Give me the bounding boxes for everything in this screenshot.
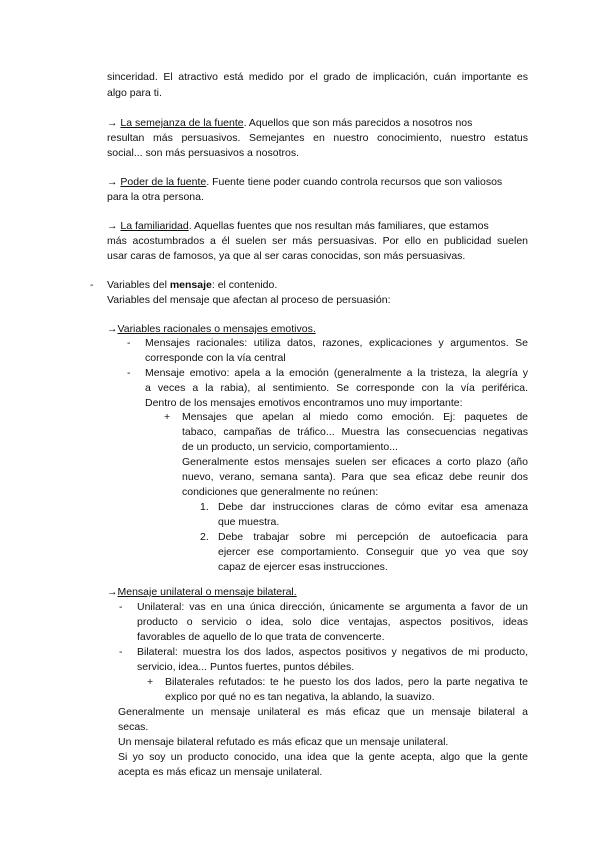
paragraph-line: Debe trabajar sobre mi percepción de autoeficacia para [218, 531, 528, 543]
subsection-heading-racionales: →Variables racionales o mensajes emotivos. [107, 323, 316, 335]
plus-bullet: + [164, 411, 171, 423]
paragraph-line: capaz de ejercer esas instrucciones. [218, 561, 388, 573]
arrow-icon: → [107, 586, 118, 598]
paragraph-line: usar caras de famosos, ya que al ser caras conocidas, son más persuasivas. [107, 250, 466, 262]
paragraph-line: Debe dar instrucciones claras de cómo evitar esa amenaza [218, 501, 528, 513]
paragraph-line: a veces a la rabia), al sentimiento. Se corresponde con la vía periférica. [145, 382, 528, 394]
paragraph-line: Variables del mensaje que afectan al proceso de persuasión: [107, 294, 391, 306]
arrow-icon: → [107, 176, 118, 188]
paragraph-line: Unilateral: vas en una única dirección, únicamente se argumenta a favor de un [137, 601, 528, 613]
paragraph-line: corresponde con la vía central [145, 352, 286, 364]
paragraph-line: resultan más persuasivos. Semejantes en nuestro conocimiento, nuestro estatus [107, 132, 528, 144]
paragraph-line: sinceridad. El atractivo está medido por el grado de implicación, cuán importante es [107, 71, 528, 83]
section-heading-mensaje: Variables del mensaje: el contenido. [107, 279, 278, 291]
paragraph-line: Mensajes que apelan al miedo como emoción. Ej: paquetes de [182, 411, 528, 423]
subsection-heading-poder: → Poder de la fuente. Fuente tiene poder cuando controla recursos que son valiosos [107, 176, 503, 188]
plus-bullet: + [147, 676, 154, 688]
paragraph-line: algo para ti. [107, 87, 162, 99]
paragraph-line: tabaco, campañas de tráfico... Muestra las consecuencias negativas [182, 426, 528, 438]
paragraph-line: Mensajes racionales: utiliza datos, razones, explicaciones y argumentos. Se [145, 337, 528, 349]
paragraph-line: Generalmente un mensaje unilateral es más eficaz que un mensaje bilateral a [118, 706, 528, 718]
paragraph-line: producto o servicio o idea, solo dice ventajas, aspectos positivos, ideas [137, 616, 528, 628]
paragraph-line: más acostumbrados a él suelen ser más persuasivas. Por ello en publicidad suelen [107, 235, 528, 247]
dash-bullet: - [90, 279, 94, 291]
paragraph-line: ejercer ese comportamiento. Conseguir que yo vea que soy [218, 546, 528, 558]
paragraph-line: explico por qué no es tan negativa, la ablando, la suavizo. [165, 691, 435, 703]
heading-underlined: Poder de la fuente [120, 176, 207, 188]
list-number: 1. [200, 501, 209, 513]
subsection-heading-familiaridad: → La familiaridad. Aquellas fuentes que nos resultan más familiares, que estamos [107, 220, 489, 232]
heading-underlined: La familiaridad [120, 220, 189, 232]
paragraph-line: Dentro de los mensajes emotivos encontramos uno muy importante: [145, 397, 463, 409]
paragraph-line: que muestra. [218, 516, 280, 528]
dash-bullet: - [119, 646, 123, 658]
arrow-icon: → [107, 117, 118, 129]
paragraph-line: Un mensaje bilateral refutado es más eficaz que un mensaje unilateral. [118, 736, 449, 748]
paragraph-line: para la otra persona. [107, 191, 204, 203]
arrow-icon: → [107, 323, 118, 335]
paragraph-line: Mensaje emotivo: apela a la emoción (generalmente a la tristeza, la alegría y [145, 367, 528, 379]
paragraph-line: social... son más persuasivos a nosotros. [107, 147, 300, 159]
paragraph-line: nuevo, verano, semana santa). Para que sea eficaz debe reunir dos [182, 471, 528, 483]
paragraph-line: Bilateral: muestra los dos lados, aspectos positivos y negativos de mi producto, [137, 646, 528, 658]
paragraph-line: de un producto, un servicio, comportamiento... [182, 441, 398, 453]
subsection-heading-semejanza: → La semejanza de la fuente. Aquellos que son más parecidos a nosotros nos [107, 117, 473, 129]
subsection-heading-unilateral: →Mensaje unilateral o mensaje bilateral. [107, 586, 297, 598]
paragraph-line: Si yo soy un producto conocido, una idea que la gente acepta, algo que la gente [118, 751, 528, 763]
paragraph-line: favorables de aquello de lo que trata de convencerte. [137, 631, 385, 643]
dash-bullet: - [119, 601, 123, 613]
paragraph-line: Bilaterales refutados: te he puesto los dos lados, pero la parte negativa te [165, 676, 528, 688]
dash-bullet: - [127, 337, 131, 349]
paragraph-line: secas. [118, 721, 149, 733]
paragraph-line: condiciones que generalmente no reúnen: [182, 486, 379, 498]
paragraph-line: acepta es más eficaz un mensaje unilateral. [118, 766, 323, 778]
list-number: 2. [200, 531, 209, 543]
paragraph-line: servicio, idea... Puntos fuertes, puntos débiles. [137, 661, 355, 673]
paragraph-line: Generalmente estos mensajes suelen ser eficaces a corto plazo (año [182, 456, 528, 468]
dash-bullet: - [127, 367, 131, 379]
heading-underlined: La semejanza de la fuente [120, 117, 244, 129]
arrow-icon: → [107, 220, 118, 232]
